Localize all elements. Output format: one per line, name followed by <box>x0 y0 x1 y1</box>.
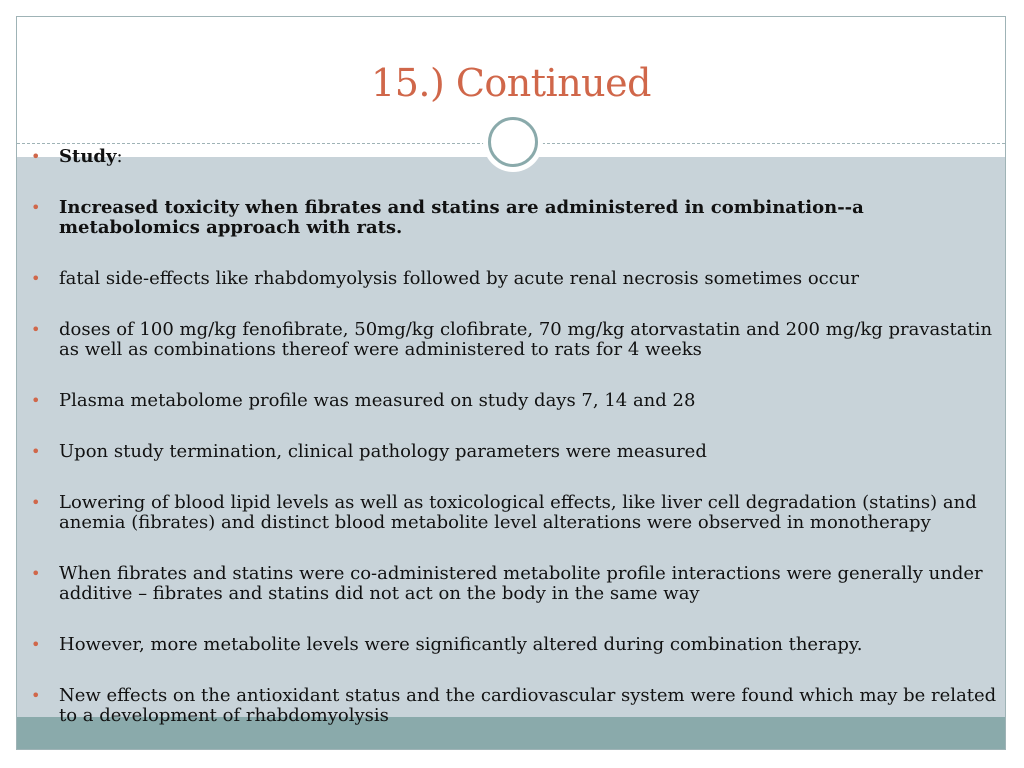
bullet-item <box>31 493 1003 533</box>
bullet-item <box>31 198 1003 238</box>
circle-ornament-ring <box>488 117 538 167</box>
bullet-icon: • <box>31 269 41 288</box>
bullet-icon: • <box>31 564 41 583</box>
bullet-item <box>31 686 1003 726</box>
bullet-icon: • <box>31 320 41 339</box>
bullet-text: New effects on the antioxidant status and the cardiovascular system were found which may be related to a development of rhabdomyolysis <box>59 685 997 726</box>
bullet-bold-text: Study <box>59 146 117 167</box>
bullet-text: Upon study termination, clinical pathology parameters were measured <box>59 441 707 462</box>
bullet-icon: • <box>31 198 41 217</box>
bullet-text: Plasma metabolome profile was measured on study days 7, 14 and 28 <box>59 390 696 411</box>
bullet-text: Lowering of blood lipid levels as well as toxicological effects, like liver cell degradation (statins) and anemia (fibrates) and distinct blood metabolite level alterations were observed in monotherapy <box>59 492 977 533</box>
bullet-text: doses of 100 mg/kg fenofibrate, 50mg/kg clofibrate, 70 mg/kg atorvastatin and 200 mg/kg pravastatin as well as combinations thereof were administered to rats for 4 weeks <box>59 319 993 360</box>
bullet-item <box>31 442 1003 462</box>
bullet-icon: • <box>31 635 41 654</box>
bullet-icon: • <box>31 442 41 461</box>
bullet-item <box>31 320 1003 360</box>
bullet-item <box>31 269 1003 289</box>
bullet-text: fatal side-effects like rhabdomyolysis followed by acute renal necrosis sometimes occur <box>59 268 860 289</box>
bullet-content <box>31 147 1003 750</box>
bullet-icon: • <box>31 493 41 512</box>
bullet-item <box>31 564 1003 604</box>
circle-ornament-icon <box>483 112 543 172</box>
bullet-item <box>31 391 1003 411</box>
bullet-icon: • <box>31 391 41 410</box>
bullet-text: : <box>116 146 123 167</box>
bullet-icon: • <box>31 686 41 705</box>
bullet-text: When fibrates and statins were co-administered metabolite profile interactions were generally under additive – fibrates and statins did not act on the body in the same way <box>59 563 983 604</box>
bullet-bold-text: Increased toxicity when fibrates and statins are administered in combination--a metabolomics approach with rats. <box>59 197 864 238</box>
bullet-text: However, more metabolite levels were significantly altered during combination therapy. <box>59 634 863 655</box>
bullet-item <box>31 635 1003 655</box>
slide <box>16 16 1006 750</box>
slide-title: 15.) Continued <box>371 61 651 105</box>
bullet-icon: • <box>31 147 41 166</box>
